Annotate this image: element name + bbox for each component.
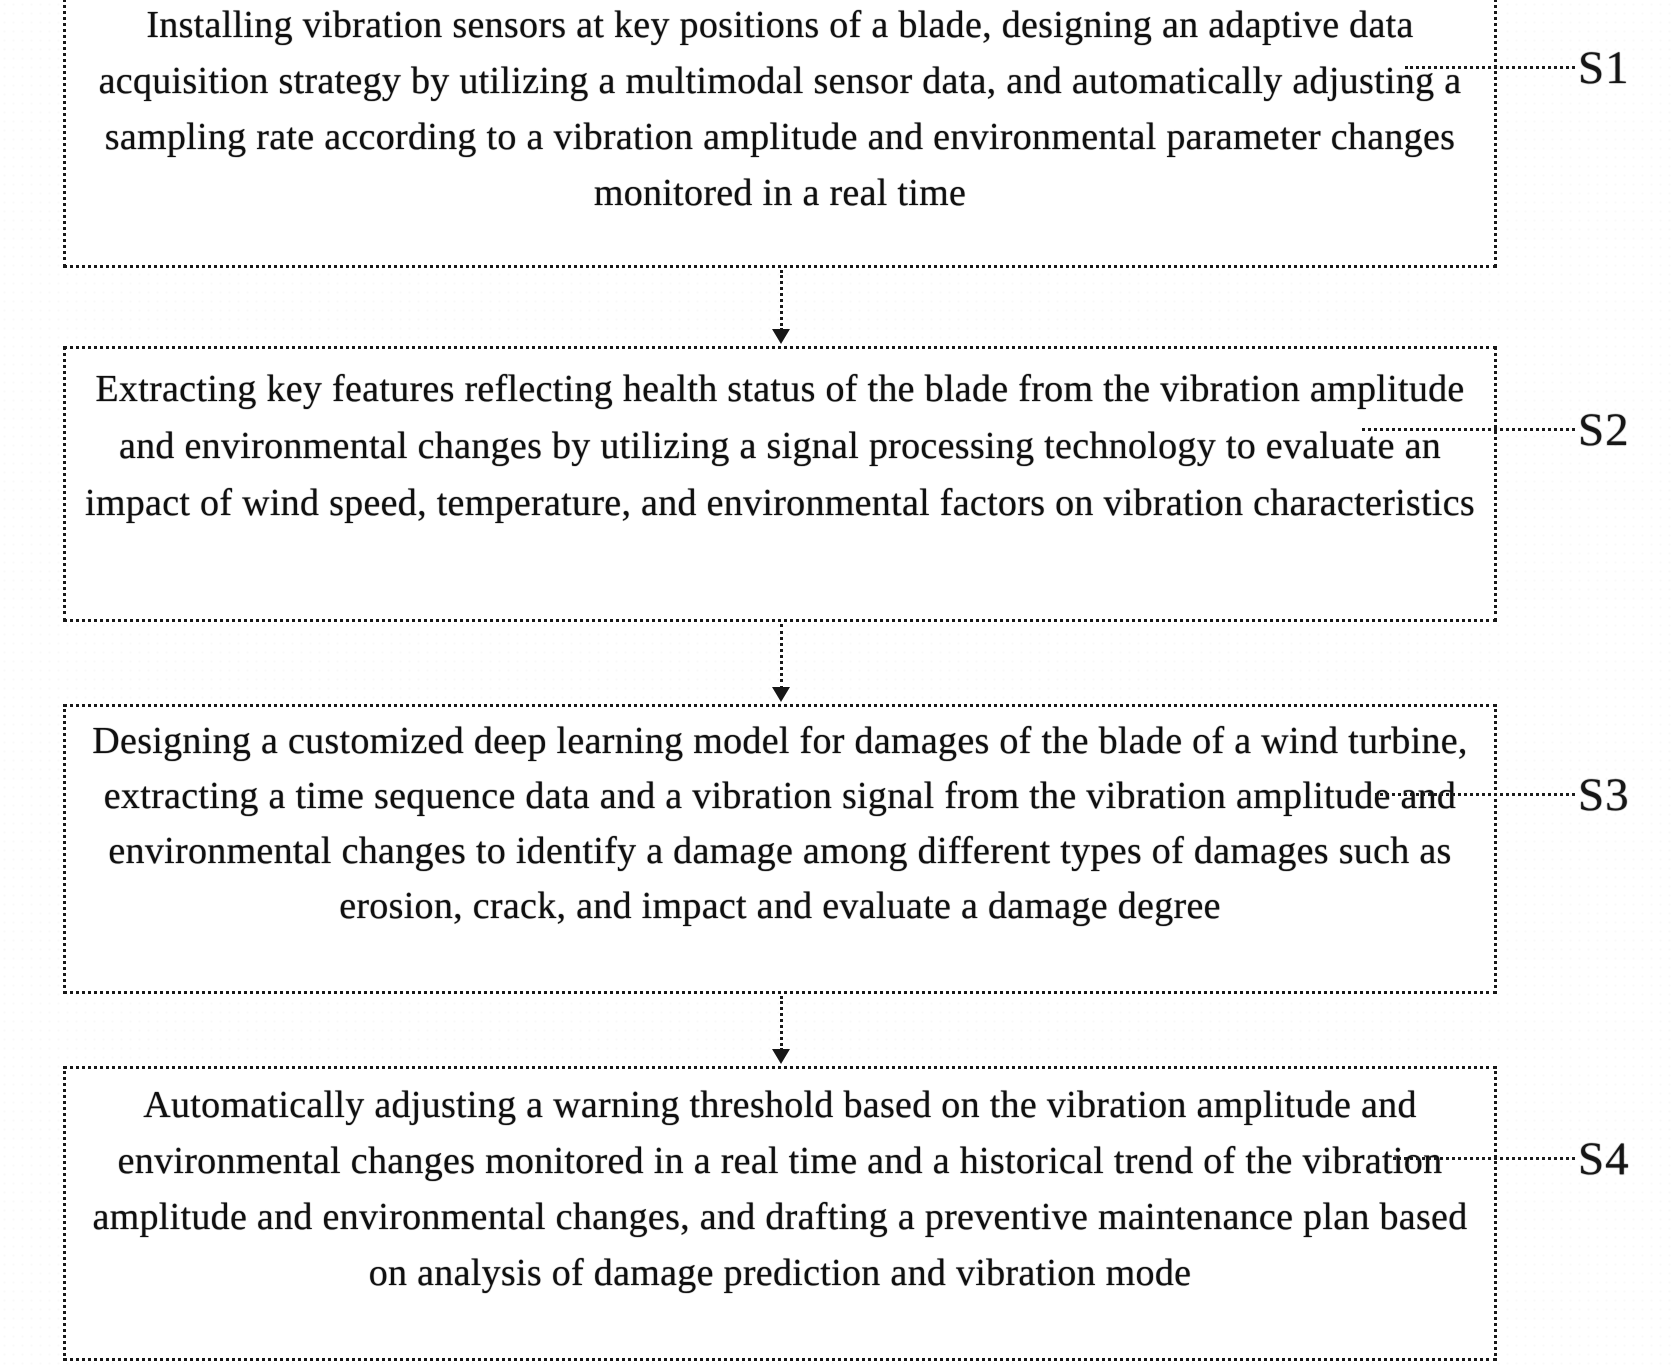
- arrow-shaft: [780, 624, 783, 689]
- flow-arrow-s1-s2: [771, 270, 792, 344]
- step-text-s4: Automatically adjusting a warning threshold based on the vibration amplitude and environmental changes monitored in a real time and a historical trend of the vibration amplitude and environmental changes, and drafting a preventive maintenance plan based on analysis of damage prediction and vibration mode: [92, 1084, 1468, 1294]
- step-text-s1: Installing vibration sensors at key positions of a blade, designing an adaptive data acquisition strategy by utilizing a multimodal sensor data, and automatically adjusting a sampling rate according to a vibration amplitude and environmental parameter changes monitored in a real time: [98, 4, 1462, 214]
- step-box-s2: [63, 346, 1497, 622]
- label-connector-s4: [1393, 1157, 1575, 1160]
- arrow-shaft: [780, 996, 783, 1051]
- step-text-s2: Extracting key features reflecting health status of the blade from the vibration amplitude and environmental changes by utilizing a signal processing technology to evaluate an impact of wind speed, temperature, and environmental factors on vibration characteristics: [85, 368, 1475, 524]
- step-label-s4: S4: [1578, 1133, 1630, 1185]
- arrow-shaft: [780, 270, 783, 331]
- step-box-s1: [63, 0, 1497, 268]
- step-text-s3: Designing a customized deep learning model for damages of the blade of a wind turbine, extracting a time sequence data and a vibration signal from the vibration amplitude and environmental changes to identify a damage among different types of damages such as erosion, crack, and impact and evaluate a damage degree: [92, 720, 1468, 927]
- label-connector-s1: [1405, 66, 1575, 69]
- step-label-s1: S1: [1578, 42, 1630, 94]
- arrow-down-icon: [772, 1049, 790, 1064]
- step-box-s3: [63, 704, 1497, 994]
- arrow-down-icon: [772, 687, 790, 702]
- step-label-s2: S2: [1578, 404, 1630, 456]
- label-connector-s2: [1362, 428, 1575, 431]
- arrow-down-icon: [772, 329, 790, 344]
- step-label-s3: S3: [1578, 769, 1630, 821]
- label-connector-s3: [1375, 793, 1575, 796]
- flow-arrow-s3-s4: [771, 996, 792, 1064]
- flow-arrow-s2-s3: [771, 624, 792, 702]
- step-box-s4: [63, 1066, 1497, 1361]
